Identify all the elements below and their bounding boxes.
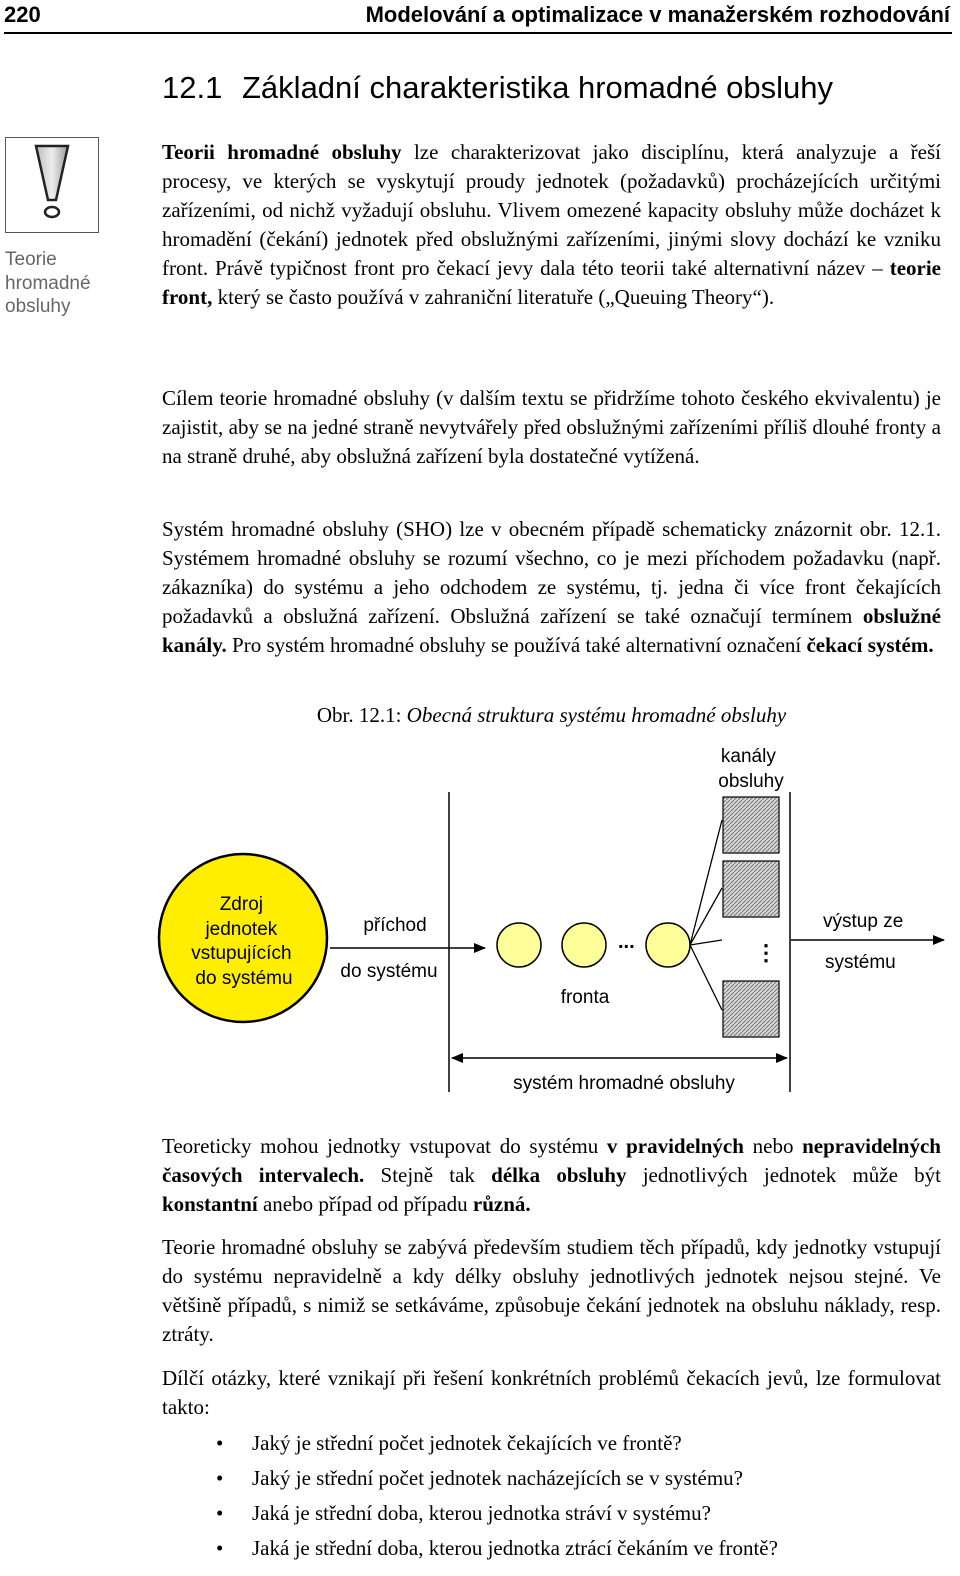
exclamation-icon	[5, 137, 99, 233]
channel-link	[690, 888, 722, 945]
paragraph-text: Systém hromadné obsluhy (SHO) lze v obecném případě schematicky znázornit obr. 12.1. Systémem hromadné obsluhy se rozumí všechno, co je mezi příchodem požadavku (např. zákazníka) do systému a jeho odchodem ze systému, tj. jedna či více front čekajících požadavků a obslužná zařízení. Obslužná zařízení se také označují termínem	[162, 517, 941, 628]
question-text: Jaká je střední doba, kterou jednotka ztrácí čekáním ve frontě?	[252, 1536, 778, 1560]
paragraph-text: nebo	[743, 1134, 803, 1158]
queue-label: fronta	[560, 987, 610, 1008]
paragraph-focus: Teorie hromadné obsluhy se zabývá především studiem těch případů, kdy jednotky vstupují do systému nepravidelně a kdy délky obsluhy jednotlivých jednotek nejsou stejné. Ve většině případů, s nimiž se setkáváme, způsobuje čekání jednotek na obsluhu náklady, resp. ztráty.	[162, 1235, 941, 1346]
section-title	[162, 70, 833, 106]
question-text: Jaký je střední počet jednotek čekajících ve frontě?	[252, 1431, 682, 1455]
section-number: 12.1	[162, 70, 223, 105]
term-bold: teorie front,	[162, 256, 941, 309]
question-text: Jaký je střední počet jednotek nacházejících se v systému?	[252, 1466, 743, 1490]
term-bold: různá.	[472, 1192, 531, 1216]
queue-unit	[497, 923, 541, 967]
paragraph-text: Stejně tak	[364, 1163, 492, 1187]
list-item	[216, 1461, 778, 1496]
running-title: Modelování a optimalizace v manažerském rozhodování	[365, 2, 950, 27]
queue-unit	[562, 923, 606, 967]
list-item	[216, 1531, 778, 1566]
term-bold: nepravidelných časových intervalech.	[162, 1134, 941, 1187]
term-bold: Teorii hromadné obsluhy	[162, 140, 402, 164]
exit-label-1: výstup ze	[823, 911, 904, 932]
caption-title: Obecná struktura systému hromadné obsluhy	[406, 703, 787, 727]
exclamation-icon-graphic	[6, 138, 98, 231]
service-channel	[723, 981, 779, 1037]
margin-note-line: hromadné	[5, 272, 91, 294]
service-channel	[723, 797, 779, 853]
figure-caption	[162, 703, 941, 728]
caption-prefix: Obr. 12.1:	[316, 703, 407, 727]
page-number: 220	[4, 2, 41, 27]
paragraph-goal: Cílem teorie hromadné obsluhy (v dalším textu se přidržíme tohoto českého ekvivalentu) je zajistit, aby se na jedné straně nevytvářely před obslužnými zařízeními příliš dlouhé fronty a na straně druhé, aby obslužná zařízení byla dostatečné vytížená.	[162, 386, 941, 468]
paragraph-text: jednotlivých jednotek může být	[626, 1163, 941, 1187]
term-bold: v pravidelných	[606, 1134, 744, 1158]
paragraph-text: anebo případ od případu	[257, 1192, 473, 1216]
section-heading: Základní charakteristika hromadné obsluhy	[242, 70, 834, 105]
queue-unit	[646, 923, 690, 967]
term-bold: čekací systém.	[806, 633, 934, 657]
paragraph-definition	[162, 138, 941, 312]
queue-system-diagram	[150, 740, 950, 1110]
list-item	[216, 1426, 778, 1461]
margin-note-line: obsluhy	[5, 296, 71, 317]
arrival-label-2: do systému	[340, 961, 438, 982]
term-bold: obslužné kanály.	[162, 604, 941, 657]
channel-dots: ⋮	[755, 940, 777, 965]
bullet-icon: •	[216, 1431, 224, 1455]
source-label: Zdroj jednotek vstupujících do systému	[191, 894, 293, 989]
question-text: Jaká je střední doba, kterou jednotka stráví v systému?	[252, 1501, 711, 1525]
margin-note-line: Teorie	[5, 249, 57, 270]
questions-list	[216, 1426, 778, 1566]
channel-link	[690, 945, 722, 1010]
term-bold: konstantní	[162, 1192, 258, 1216]
paragraph-text: Teoreticky mohou jednotky vstupovat do systému	[162, 1134, 607, 1158]
paragraph-text: Pro systém hromadné obsluhy se používá také alternativní označení	[226, 633, 807, 657]
service-channel	[723, 861, 779, 917]
page-header	[4, 0, 952, 34]
paragraph-system	[162, 515, 941, 660]
bullet-icon: •	[216, 1536, 224, 1560]
exit-label-2: systému	[825, 952, 896, 973]
channels-label: kanály obsluhy	[718, 746, 784, 792]
list-item	[216, 1496, 778, 1531]
paragraph-intervals	[162, 1132, 941, 1219]
arrival-label-1: příchod	[363, 915, 427, 936]
margin-note	[5, 248, 115, 319]
channel-link	[690, 940, 722, 945]
queue-dots: ...	[618, 931, 635, 953]
bullet-icon: •	[216, 1501, 224, 1525]
channel-link	[690, 820, 722, 945]
paragraph-text: který se často používá v zahraniční literatuře („Queuing Theory“).	[212, 285, 775, 309]
system-label: systém hromadné obsluhy	[513, 1073, 735, 1094]
paragraph-questions-intro: Dílčí otázky, které vznikají při řešení konkrétních problémů čekacích jevů, lze formulovat takto:	[162, 1366, 941, 1419]
paragraph-text: lze charakterizovat jako disciplínu, která analyzuje a řeší procesy, ve kterých se vyskytují proudy jednotek (požadavků) procházejících určitými zařízeními, od nichž vyžadují obsluhu. Vlivem omezené kapacity obsluhy může docházet k hromadění (čekání) jednotek před obslužnými zařízeními, jinými slovy dochází ke vzniku front. Právě typičnost front pro čekací jevy dala této teorii také alternativní název –	[162, 140, 941, 280]
term-bold: délka obsluhy	[491, 1163, 627, 1187]
bullet-icon: •	[216, 1466, 224, 1490]
